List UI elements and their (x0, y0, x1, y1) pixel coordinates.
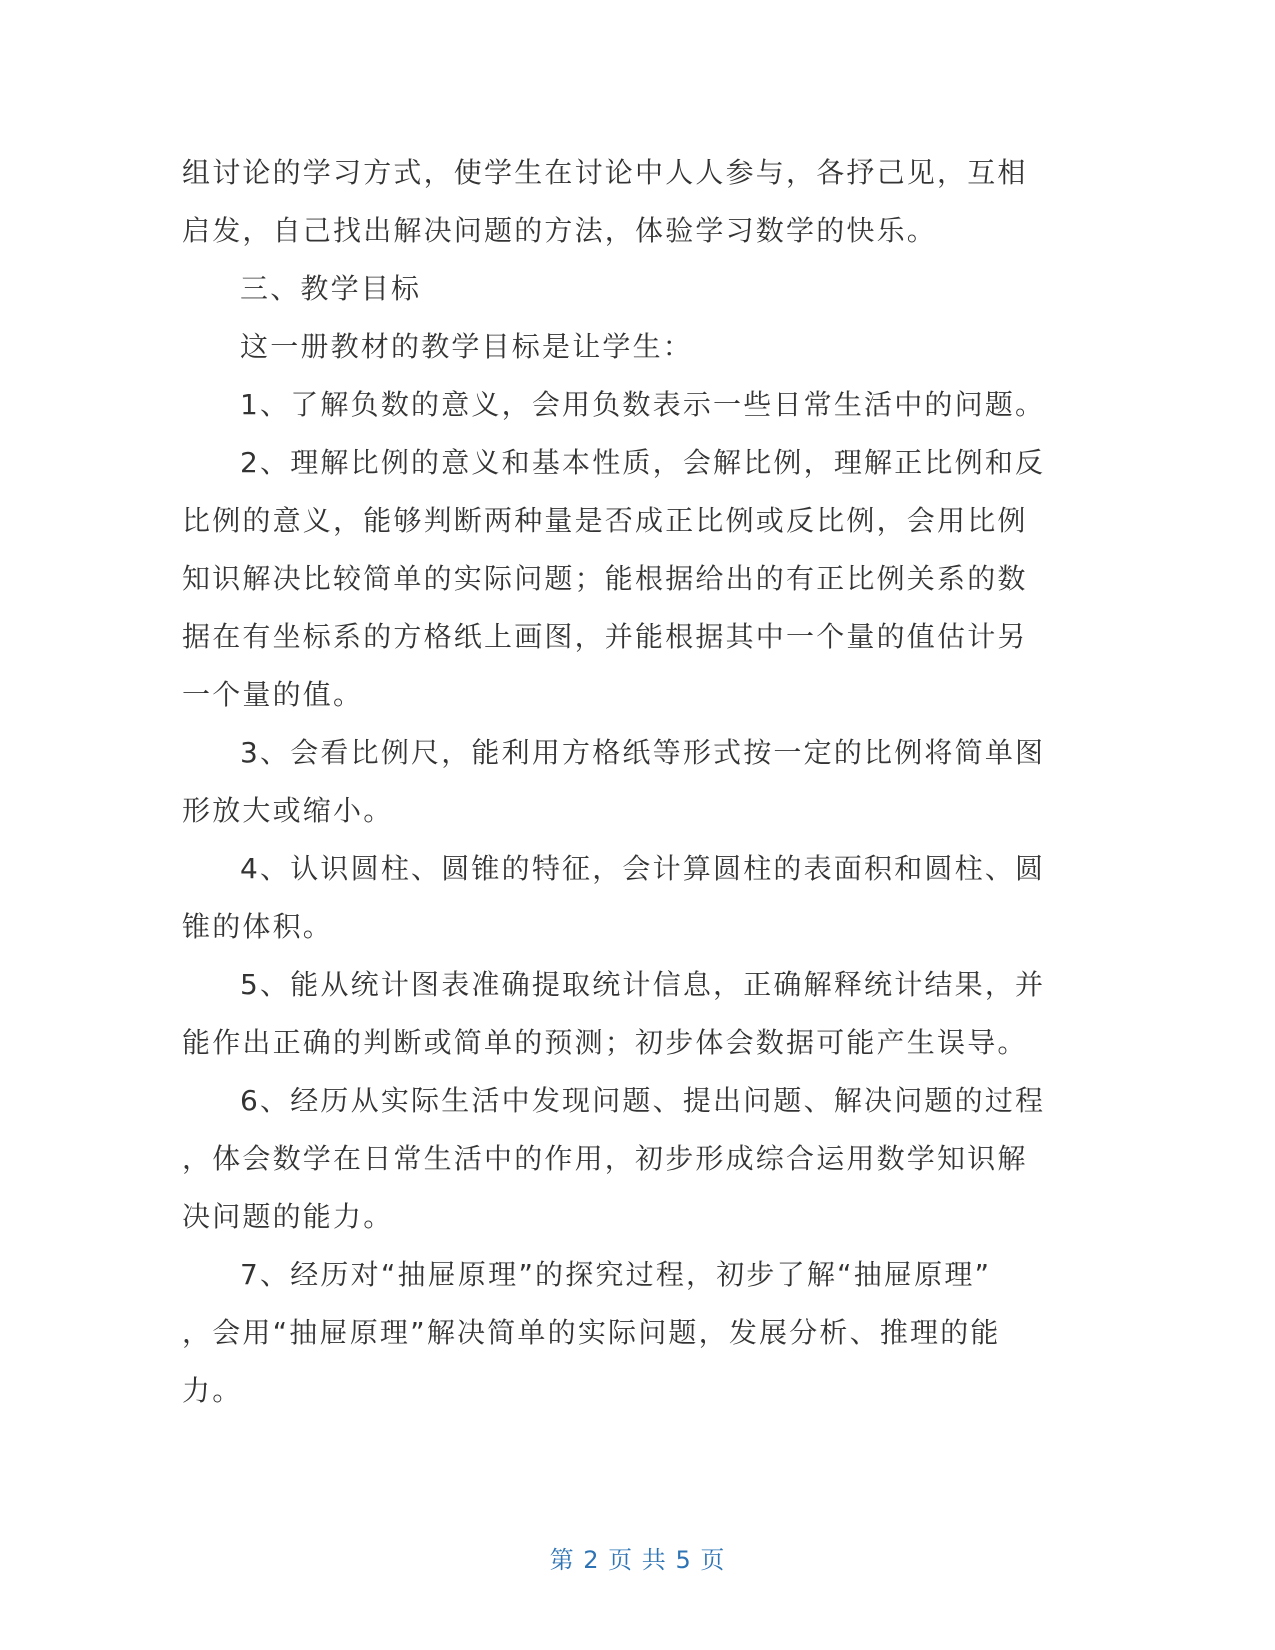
body-line: 组讨论的学习方式，使学生在讨论中人人参与，各抒己见，互相 (182, 156, 1028, 189)
body-line: ，会用“抽屉原理”解决简单的实际问题，发展分析、推理的能 (182, 1316, 1001, 1349)
section-heading: 三、教学目标 (240, 272, 422, 305)
body-line: 一个量的值。 (182, 678, 364, 711)
page-number-footer: 第 2 页 共 5 页 (549, 1546, 726, 1574)
document-body (182, 144, 1046, 1420)
body-line: 能作出正确的判断或简单的预测；初步体会数据可能产生误导。 (182, 1026, 1028, 1059)
list-item-7: 7、经历对“抽屉原理”的探究过程，初步了解“抽屉原理” (240, 1258, 992, 1291)
list-item-2: 2、理解比例的意义和基本性质，会解比例，理解正比例和反 (240, 446, 1046, 479)
list-item-1: 1、了解负数的意义，会用负数表示一些日常生活中的问题。 (240, 388, 1046, 421)
body-line: 决问题的能力。 (182, 1200, 394, 1233)
body-line: 比例的意义，能够判断两种量是否成正比例或反比例，会用比例 (182, 504, 1028, 537)
body-line: 据在有坐标系的方格纸上画图，并能根据其中一个量的值估计另 (182, 620, 1028, 653)
list-item-5: 5、能从统计图表准确提取统计信息，正确解释统计结果，并 (240, 968, 1046, 1001)
body-line: ，体会数学在日常生活中的作用，初步形成综合运用数学知识解 (182, 1142, 1028, 1175)
list-item-3: 3、会看比例尺，能利用方格纸等形式按一定的比例将简单图 (240, 736, 1046, 769)
body-line: 力。 (182, 1374, 243, 1407)
list-item-6: 6、经历从实际生活中发现问题、提出问题、解决问题的过程 (240, 1084, 1046, 1117)
body-line: 知识解决比较简单的实际问题；能根据给出的有正比例关系的数 (182, 562, 1028, 595)
list-item-4: 4、认识圆柱、圆锥的特征，会计算圆柱的表面积和圆柱、圆 (240, 852, 1046, 885)
body-line: 启发，自己找出解决问题的方法，体验学习数学的快乐。 (182, 214, 938, 247)
body-line: 锥的体积。 (182, 910, 334, 943)
body-line: 形放大或缩小。 (182, 794, 394, 827)
body-line: 这一册教材的教学目标是让学生： (240, 330, 694, 363)
